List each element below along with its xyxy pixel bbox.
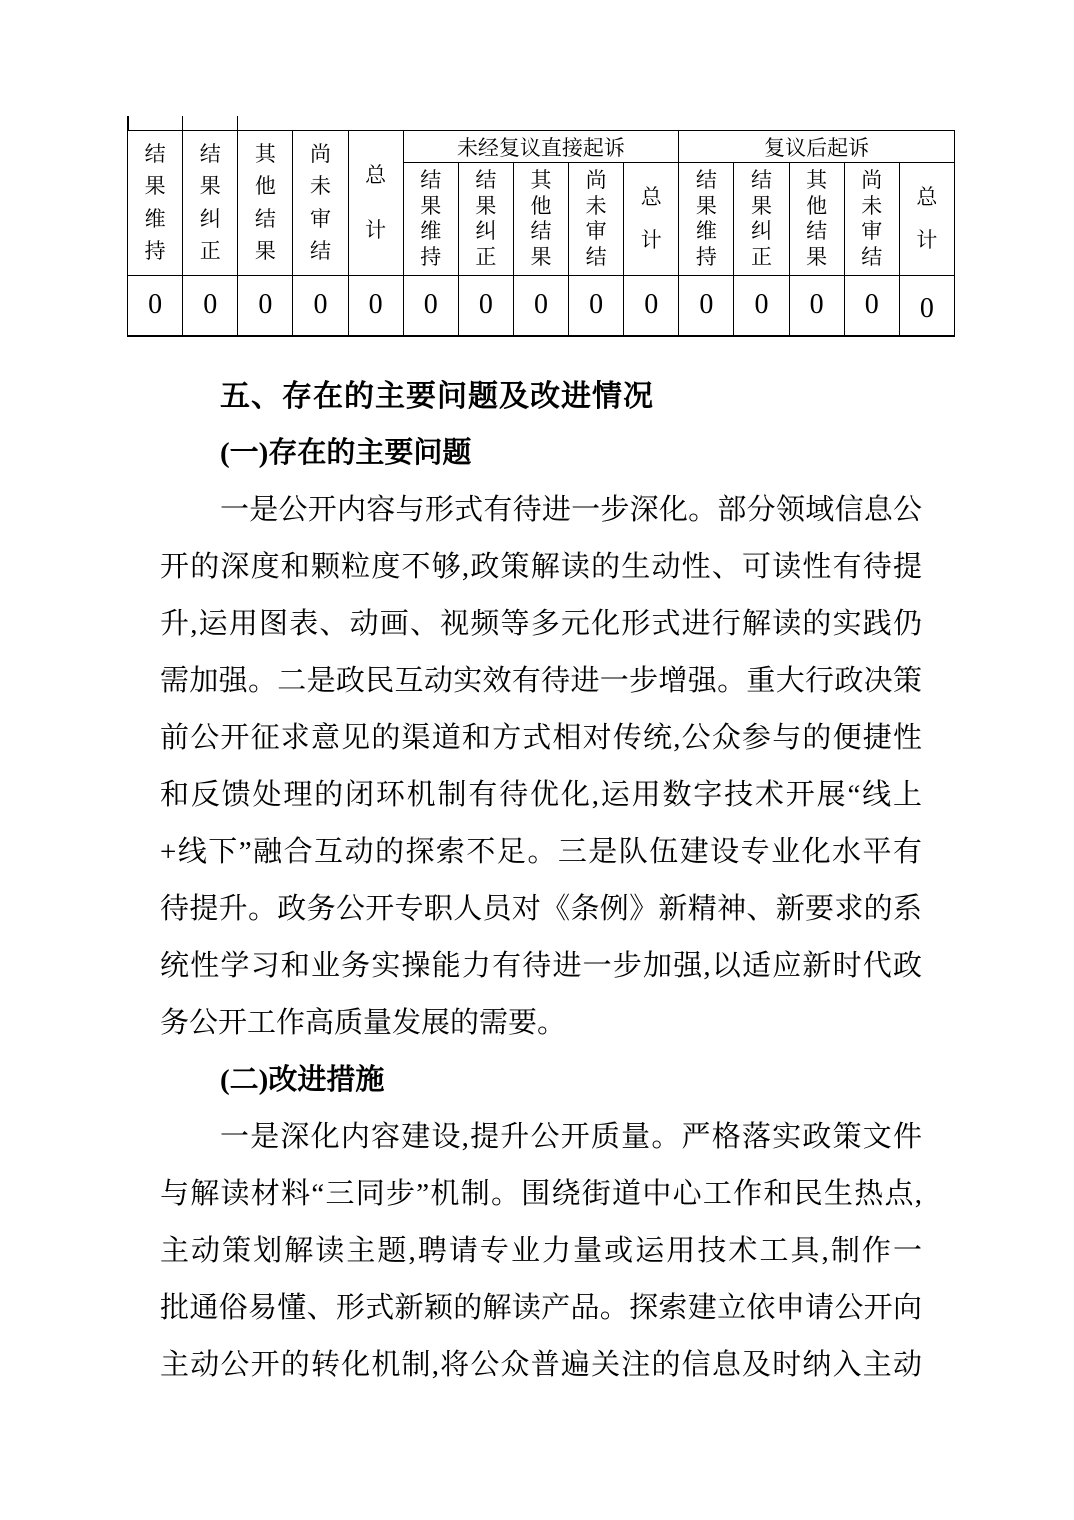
appeal-litigation-stats-table [127, 116, 957, 337]
vertical-header-text: 其 他 结 果 [254, 142, 276, 264]
vertical-header-text: 结 果 纠 正 [199, 142, 221, 264]
paragraph-line: 主动公开的转化机制,将公众普遍关注的信息及时纳入主动 [160, 1349, 922, 1381]
table-value: 0 [423, 289, 438, 321]
paragraph-line: 一是公开内容与形式有待进一步深化。部分领域信息公 [220, 494, 922, 526]
table-value-cell [734, 276, 789, 336]
table-value: 0 [148, 289, 163, 321]
vertical-header-text: 尚 未 审 结 [861, 168, 883, 270]
table-value-cell [569, 276, 624, 336]
sub-column-header [789, 163, 844, 276]
column-header [183, 131, 238, 276]
column-header [128, 131, 183, 276]
sub-column-header [513, 163, 568, 276]
table-value-cell [293, 276, 348, 336]
table-value-cell [458, 276, 513, 336]
group-header: 未经复议直接起诉 [403, 131, 679, 163]
table-value: 0 [368, 289, 383, 321]
vertical-header-text: 尚 未 审 结 [585, 168, 607, 270]
vertical-header-text: 总 计 [365, 164, 387, 242]
sub-column-header [403, 163, 458, 276]
paragraph-line: 一是深化内容建设,提升公开质量。严格落实政策文件 [220, 1121, 922, 1153]
table-value-cell [128, 276, 183, 336]
vertical-header-text: 尚 未 审 结 [309, 142, 331, 264]
document-body [160, 368, 922, 1394]
column-header [348, 131, 403, 276]
table-value-cell [899, 276, 954, 336]
sub-column-header [458, 163, 513, 276]
subsection-heading: (一)存在的主要问题 [220, 437, 472, 469]
main-heading: 五、存在的主要问题及改进情况 [220, 380, 654, 413]
table-continuation-line [237, 116, 238, 131]
paragraph-line: 主动策划解读主题,聘请专业力量或运用技术工具,制作一 [160, 1235, 922, 1267]
table-value: 0 [809, 289, 824, 321]
table-value: 0 [203, 289, 218, 321]
vertical-header-text: 总 计 [640, 186, 662, 252]
vertical-header-text: 总 计 [916, 186, 938, 252]
vertical-header-text: 结 果 纠 正 [750, 168, 772, 270]
table-value: 0 [589, 289, 604, 321]
table-value-cell [844, 276, 899, 336]
table-value-cell [403, 276, 458, 336]
table-continuation-line [127, 116, 129, 131]
table-value: 0 [533, 289, 548, 321]
paragraph-line: 前公开征求意见的渠道和方式相对传统,公众参与的便捷性 [160, 722, 922, 754]
vertical-header-text: 结 果 维 持 [695, 168, 717, 270]
table-value: 0 [258, 289, 273, 321]
sub-column-header [569, 163, 624, 276]
column-header [238, 131, 293, 276]
vertical-header-text: 其 他 结 果 [806, 168, 828, 270]
paragraph-line: +线下”融合互动的探索不足。三是队伍建设专业化水平有 [160, 836, 922, 868]
sections-container [160, 425, 922, 1394]
paragraph-line: 需加强。二是政民互动实效有待进一步增强。重大行政决策 [160, 665, 922, 697]
vertical-header-text: 结 果 维 持 [420, 168, 442, 270]
table-value-cell [183, 276, 238, 336]
table-value-cell [348, 276, 403, 336]
table-value: 0 [699, 289, 714, 321]
table-value: 0 [864, 289, 879, 321]
paragraph-line: 升,运用图表、动画、视频等多元化形式进行解读的实践仍 [160, 608, 922, 640]
table-value: 0 [919, 293, 934, 325]
stats-table [127, 130, 955, 337]
table-value-cell [513, 276, 568, 336]
table-value-cell [789, 276, 844, 336]
paragraph-line: 务公开工作高质量发展的需要。 [160, 1007, 567, 1039]
sub-column-header [734, 163, 789, 276]
table-value-cell [679, 276, 734, 336]
group-header: 复议后起诉 [679, 131, 955, 163]
table-value-cell [238, 276, 293, 336]
paragraph-line: 统性学习和业务实操能力有待进一步加强,以适应新时代政 [160, 950, 922, 982]
subsection-heading: (二)改进措施 [220, 1064, 385, 1096]
sub-column-header [899, 163, 954, 276]
paragraph-line: 批通俗易懂、形式新颖的解读产品。探索建立依申请公开向 [160, 1292, 922, 1324]
sub-column-header [844, 163, 899, 276]
paragraph-line: 开的深度和颗粒度不够,政策解读的生动性、可读性有待提 [160, 551, 922, 583]
table-value: 0 [313, 289, 328, 321]
table-value: 0 [644, 289, 659, 321]
table-continuation-line [182, 116, 183, 131]
table-value: 0 [478, 289, 493, 321]
vertical-header-text: 结 果 纠 正 [475, 168, 497, 270]
table-value-cell [624, 276, 679, 336]
sub-column-header [679, 163, 734, 276]
table-value: 0 [754, 289, 769, 321]
vertical-header-text: 结 果 维 持 [144, 142, 166, 264]
sub-column-header [624, 163, 679, 276]
vertical-header-text: 其 他 结 果 [530, 168, 552, 270]
paragraph-line: 待提升。政务公开专职人员对《条例》新精神、新要求的系 [160, 893, 922, 925]
column-header [293, 131, 348, 276]
paragraph-line: 和反馈处理的闭环机制有待优化,运用数字技术开展“线上 [160, 779, 922, 811]
paragraph-line: 与解读材料“三同步”机制。围绕街道中心工作和民生热点, [160, 1178, 922, 1210]
